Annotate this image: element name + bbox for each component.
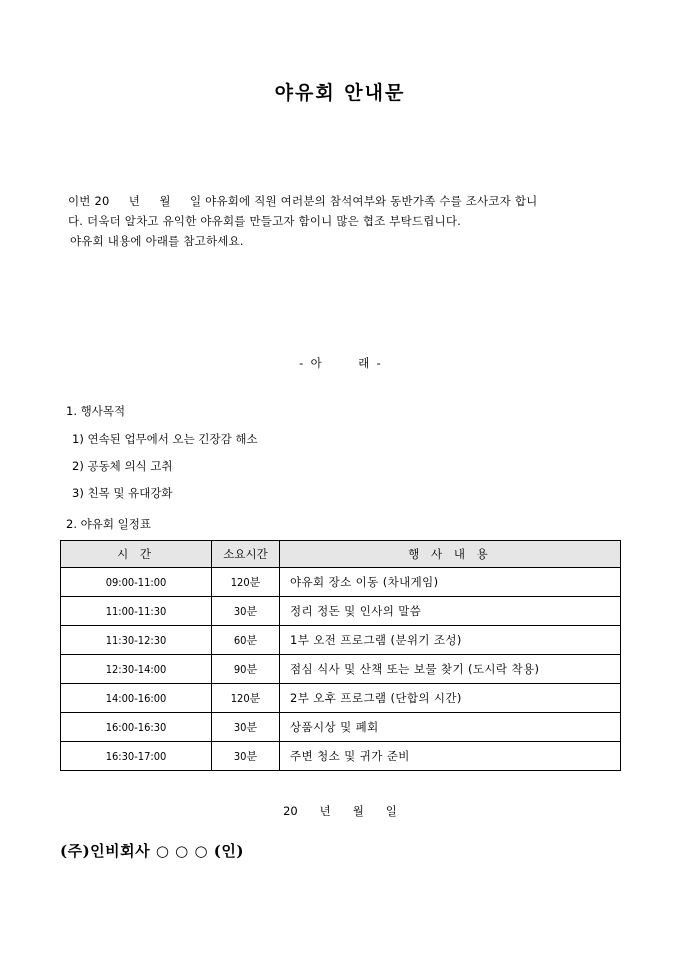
cell-content: 정리 정돈 및 인사의 말씀 <box>280 597 621 626</box>
cell-duration: 30분 <box>212 597 280 626</box>
table-header-row <box>61 541 621 568</box>
date-line: 20 년 월 일 <box>283 804 397 818</box>
cell-content: 상품시상 및 폐회 <box>280 713 621 742</box>
cell-time: 09:00-11:00 <box>61 568 212 597</box>
cell-time: 12:30-14:00 <box>61 655 212 684</box>
document-title: 야유회 안내문 <box>274 82 406 104</box>
purpose-item: 3) 친목 및 유대강화 <box>72 486 173 500</box>
intro-paragraph <box>68 191 618 251</box>
cell-time: 14:00-16:00 <box>61 684 212 713</box>
table-row <box>61 655 621 684</box>
section-2-heading: 2. 야유회 일정표 <box>66 517 151 531</box>
cell-time: 16:30-17:00 <box>61 742 212 771</box>
table-row <box>61 742 621 771</box>
cell-content: 야유회 장소 이동 (차내게임) <box>280 568 621 597</box>
intro-line-1: 이번 20 년 월 일 야유회에 직원 여러분의 참석여부와 동반가족 수를 조사코자 합니 <box>68 194 538 208</box>
cell-content: 주변 청소 및 귀가 준비 <box>280 742 621 771</box>
separator-heading: - 아 래 - <box>299 356 381 370</box>
cell-duration: 60분 <box>212 626 280 655</box>
cell-time: 16:00-16:30 <box>61 713 212 742</box>
table-row <box>61 597 621 626</box>
section-1-heading: 1. 행사목적 <box>66 404 126 418</box>
table-row <box>61 684 621 713</box>
table-row <box>61 713 621 742</box>
table-row <box>61 626 621 655</box>
header-time: 시 간 <box>61 541 212 568</box>
cell-duration: 120분 <box>212 568 280 597</box>
header-content: 행 사 내 용 <box>280 541 621 568</box>
company-signature: (주)인비회사 ○ ○ ○ (인) <box>60 842 244 860</box>
cell-duration: 120분 <box>212 684 280 713</box>
cell-content: 점심 식사 및 산책 또는 보물 찾기 (도시락 착용) <box>280 655 621 684</box>
cell-time: 11:30-12:30 <box>61 626 212 655</box>
cell-duration: 30분 <box>212 742 280 771</box>
cell-time: 11:00-11:30 <box>61 597 212 626</box>
intro-line-2: 다. 더욱더 알차고 유익한 야유회를 만들고자 함이니 많은 협조 부탁드립니다. <box>68 214 461 228</box>
purpose-item: 2) 공동체 의식 고취 <box>72 459 173 473</box>
schedule-table <box>60 540 621 771</box>
table-row <box>61 568 621 597</box>
cell-duration: 90분 <box>212 655 280 684</box>
intro-line-3: 야유회 내용에 아래를 참고하세요. <box>70 234 244 248</box>
header-duration: 소요시간 <box>212 541 280 568</box>
cell-duration: 30분 <box>212 713 280 742</box>
purpose-item: 1) 연속된 업무에서 오는 긴장감 해소 <box>72 432 258 446</box>
cell-content: 1부 오전 프로그램 (분위기 조성) <box>280 626 621 655</box>
cell-content: 2부 오후 프로그램 (단합의 시간) <box>280 684 621 713</box>
